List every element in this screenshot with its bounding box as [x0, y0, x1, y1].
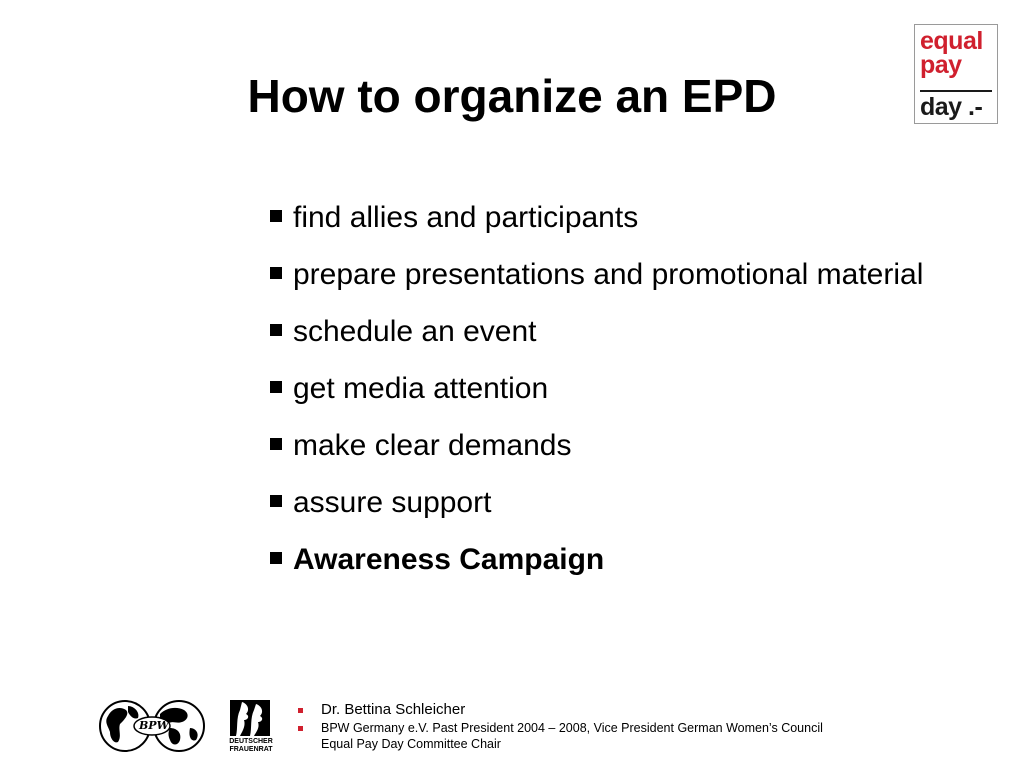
bullet-text: find allies and participants [293, 201, 639, 234]
square-bullet-icon [270, 438, 282, 450]
bullet-item [268, 249, 973, 301]
logo-line-equal: equal [920, 27, 983, 55]
bullet-text: Awareness Campaign [293, 543, 605, 576]
deutscher-frauenrat-logo [228, 698, 274, 756]
bullet-item [268, 306, 968, 358]
presenter-role: BPW Germany e.V. Past President 2004 – 2008, Vice President German Women’s Council [321, 721, 823, 735]
presenter-chair-line [295, 736, 995, 752]
bullet-text: get media attention [293, 372, 549, 405]
square-bullet-icon [270, 552, 282, 564]
slide-title: How to organize an EPD [247, 70, 777, 122]
bullet-item [268, 363, 968, 415]
bullet-item [268, 420, 968, 472]
square-bullet-icon [270, 267, 282, 279]
square-bullet-icon [270, 324, 282, 336]
council-logo-caption [228, 738, 274, 754]
square-bullet-icon [270, 381, 282, 393]
bullet-item [268, 192, 968, 244]
bullet-text: make clear demands [293, 429, 572, 462]
bullet-item-highlight [268, 534, 968, 586]
presenter-role-line [295, 720, 995, 736]
profile-faces-icon [228, 698, 274, 738]
square-bullet-icon [270, 210, 282, 222]
logo-line-pay: pay [920, 51, 962, 79]
bullet-text: assure support [293, 486, 492, 519]
equal-pay-day-logo [914, 24, 998, 124]
bpw-globe-logo [98, 698, 206, 754]
bpw-logo-text: BPW [139, 719, 169, 732]
logo-divider [920, 90, 992, 92]
footer-presenter-info [295, 700, 995, 752]
bullet-list [268, 192, 968, 591]
red-bullet-icon [298, 726, 303, 731]
presenter-chair: Equal Pay Day Committee Chair [321, 737, 501, 751]
bullet-item [268, 477, 968, 529]
presenter-name: Dr. Bettina Schleicher [321, 701, 466, 718]
red-bullet-icon [298, 708, 303, 713]
council-caption-line1: DEUTSCHER [229, 738, 273, 745]
bullet-text: prepare presentations and promotional material [293, 258, 924, 291]
square-bullet-icon [270, 495, 282, 507]
presenter-name-line [295, 700, 995, 720]
council-caption-line2: FRAUENRAT [229, 746, 273, 753]
bullet-text: schedule an event [293, 315, 537, 348]
logo-line-day: day .- [920, 93, 983, 121]
